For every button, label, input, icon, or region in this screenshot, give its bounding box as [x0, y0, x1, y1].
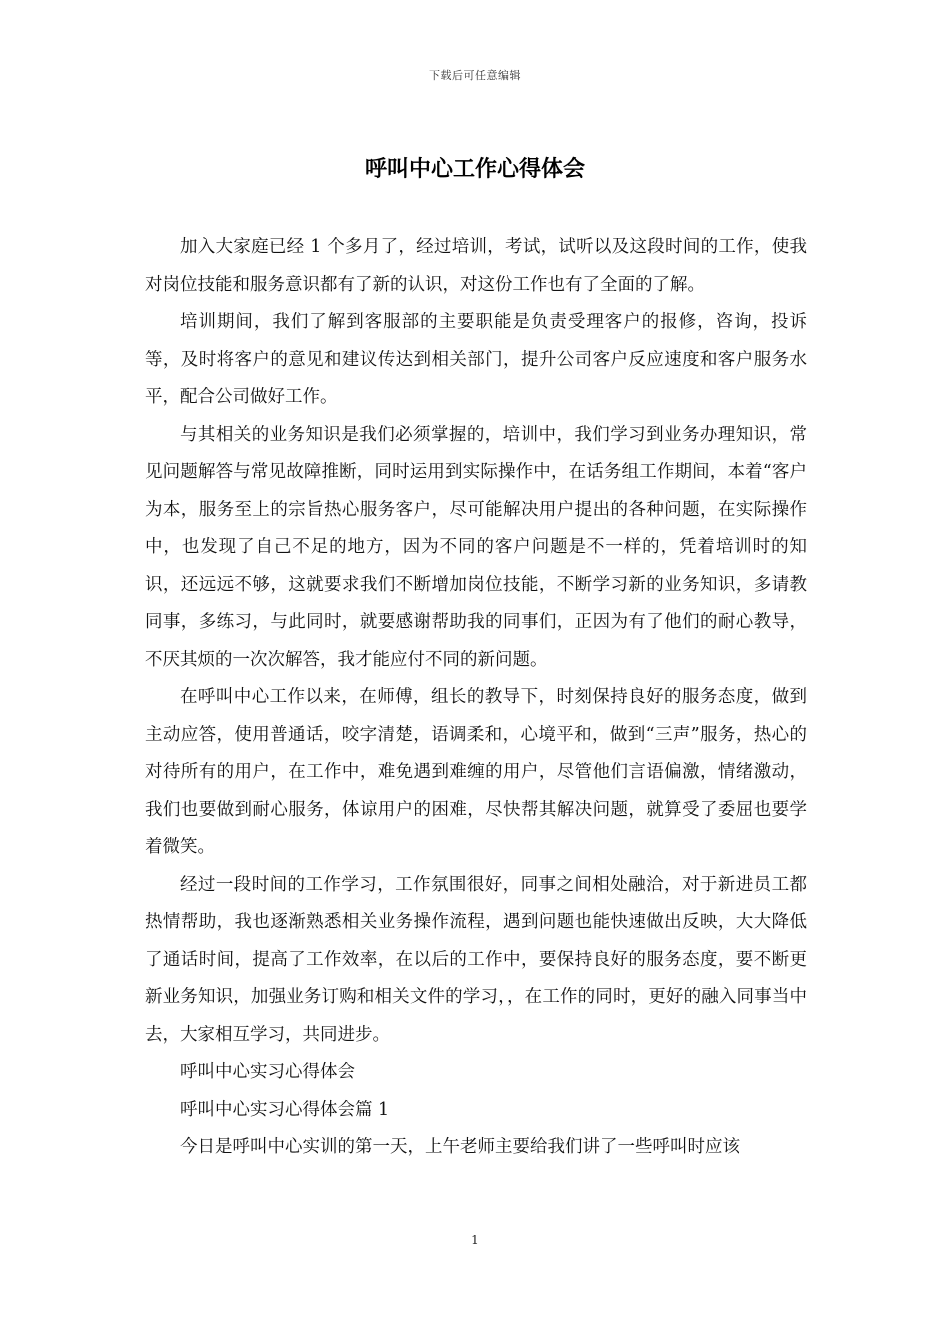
paragraph: 与其相关的业务知识是我们必须掌握的，培训中，我们学习到业务办理知识，常见问题解答与常见故障推断，同时运用到实际操作中，在话务组工作期间，本着“客户为本，服务至上的宗旨热心服务客户，尽可能解决用户提出的各种问题，在实际操作中，也发现了自己不足的地方，因为不同的客户问题是不一样的，凭着培训时的知识，还远远不够，这就要求我们不断增加岗位技能，不断学习新的业务知识，多请教同事，多练习，与此同时，就要感谢帮助我的同事们，正因为有了他们的耐心教导，不厌其烦的一次次解答，我才能应付不同的新问题。: [145, 424, 807, 670]
paragraph: 今日是呼叫中心实训的第一天，上午老师主要给我们讲了一些呼叫时应该: [180, 1137, 740, 1157]
paragraph: 经过一段时间的工作学习，工作氛围很好，同事之间相处融洽，对于新进员工都热情帮助，我也逐渐熟悉相关业务操作流程，遇到问题也能快速做出反映，大大降低了通话时间，提高了工作效率，在以后的工作中，要保持良好的服务态度，要不断更新业务知识，加强业务订购和相关文件的学习，，在工作的同时，更好的融入同事当中去，大家相互学习，共同进步。: [145, 874, 807, 1045]
page-number: 1: [471, 1233, 479, 1247]
document-body: [145, 229, 807, 1167]
section-heading: 呼叫中心实习心得体会: [180, 1062, 355, 1082]
section-subheading: 呼叫中心实习心得体会篇 1: [180, 1099, 390, 1120]
header-note: 下载后可任意编辑: [429, 69, 521, 82]
paragraph: 在呼叫中心工作以来，在师傅，组长的教导下，时刻保持良好的服务态度，做到主动应答，使用普通话，咬字清楚，语调柔和，心境平和，做到“三声”服务，热心的对待所有的用户，在工作中，难免遇到难缠的用户，尽管他们言语偏激，情绪激动，我们也要做到耐心服务，体谅用户的困难，尽快帮其解决问题，就算受了委屈也要学着微笑。: [145, 687, 807, 857]
paragraph: 加入大家庭已经 1 个多月了，经过培训，考试，试听以及这段时间的工作，使我对岗位技能和服务意识都有了新的认识，对这份工作也有了全面的了解。: [145, 237, 807, 295]
document-title: 呼叫中心工作心得体会: [364, 156, 585, 182]
paragraph: 培训期间，我们了解到客服部的主要职能是负责受理客户的报修，咨询，投诉等，及时将客户的意见和建议传达到相关部门，提升公司客户反应速度和客户服务水平，配合公司做好工作。: [145, 312, 807, 407]
